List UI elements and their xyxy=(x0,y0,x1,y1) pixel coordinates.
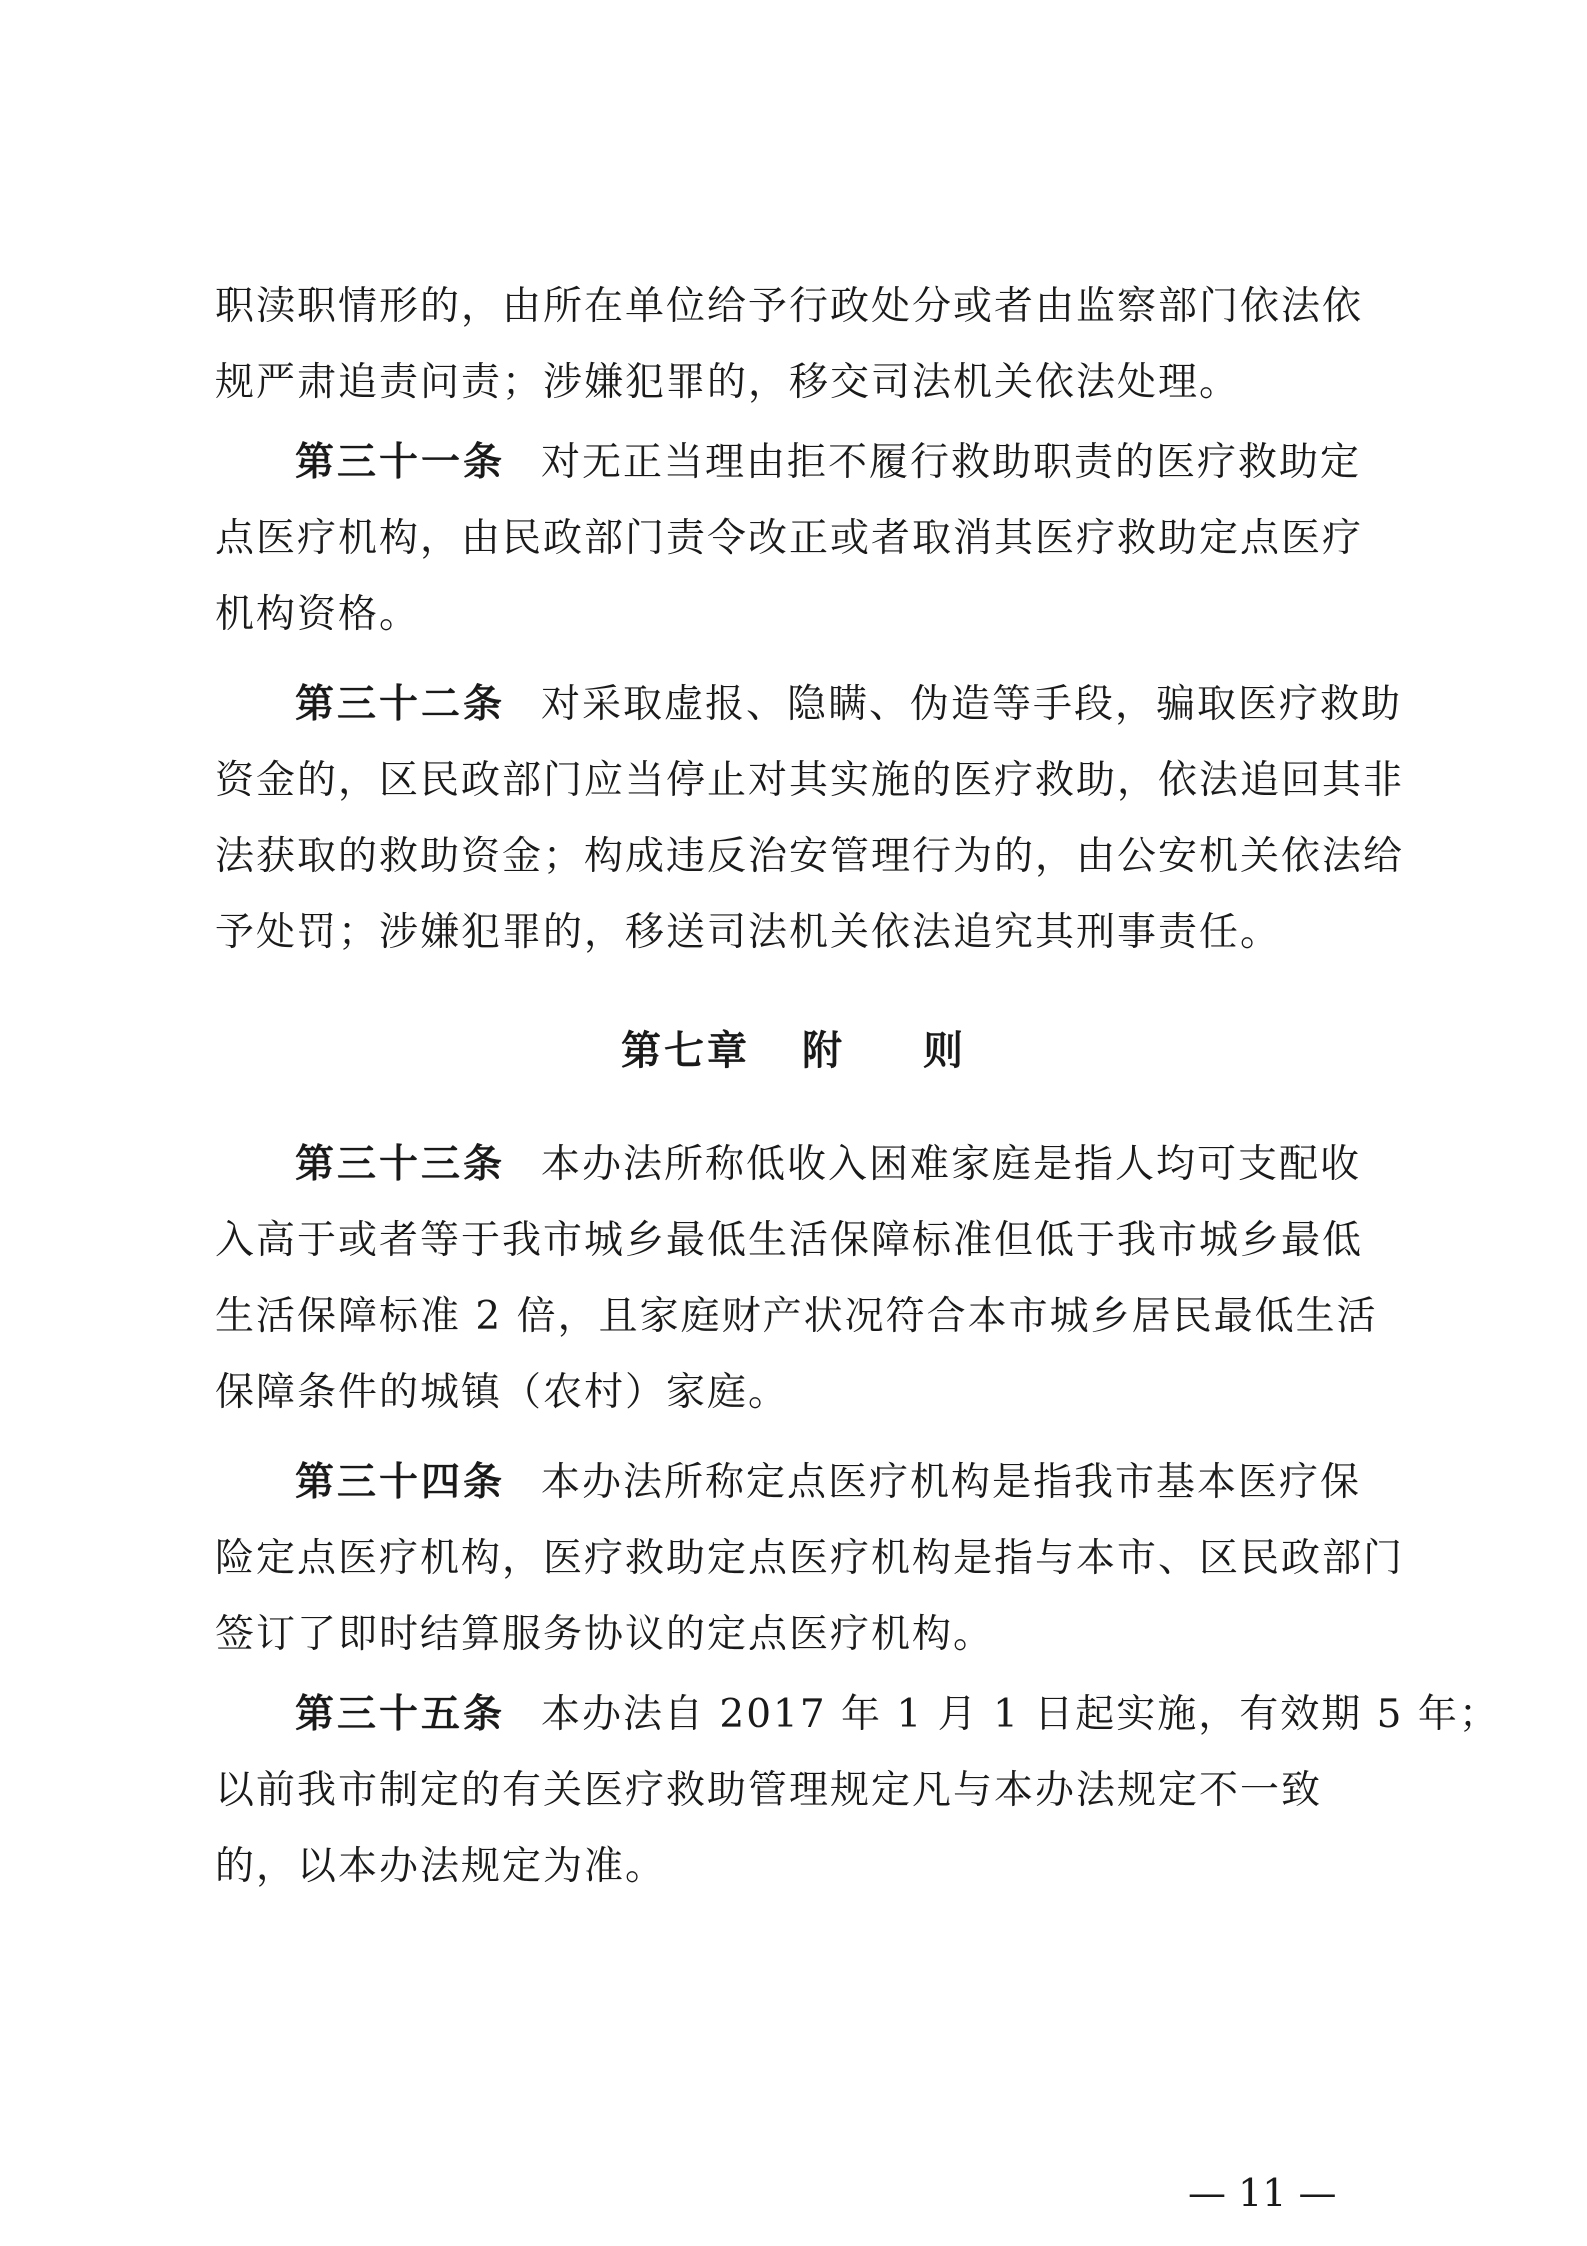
article-33-first-line xyxy=(215,1140,1395,1190)
article-33-text: 本办法所称低收入困难家庭是指人均可支配收 xyxy=(541,1142,1362,1187)
article-31-text: 对无正当理由拒不履行救助职责的医疗救助定 xyxy=(541,440,1362,485)
article-35-text: 本办法自 2017 年 1 月 1 日起实施，有效期 5 年； xyxy=(541,1692,1500,1737)
article-34-heading: 第三十四条 xyxy=(295,1460,506,1505)
text-line: 的，以本办法规定为准。 xyxy=(215,1844,667,1889)
chapter-number: 第七章 xyxy=(621,1028,750,1074)
text-line: 签订了即时结算服务协议的定点医疗机构。 xyxy=(215,1612,995,1657)
text-line: 点医疗机构，由民政部门责令改正或者取消其医疗救助定点医疗 xyxy=(215,516,1364,561)
article-31-heading: 第三十一条 xyxy=(295,440,506,485)
article-35-heading: 第三十五条 xyxy=(295,1692,506,1737)
text-line: 职渎职情形的，由所在单位给予行政处分或者由监察部门依法依 xyxy=(215,284,1364,329)
text-line: 以前我市制定的有关医疗救助管理规定凡与本办法规定不一致 xyxy=(215,1768,1323,1813)
text-line: 规严肃追责问责；涉嫌犯罪的，移交司法机关依法处理。 xyxy=(215,360,1241,405)
text-line: 机构资格。 xyxy=(215,592,421,637)
article-33-heading: 第三十三条 xyxy=(295,1142,506,1187)
article-32-text: 对采取虚报、隐瞒、伪造等手段，骗取医疗救助 xyxy=(541,682,1403,727)
text-line: 予处罚；涉嫌犯罪的，移送司法机关依法追究其刑事责任。 xyxy=(215,910,1282,955)
article-31-first-line xyxy=(215,438,1395,488)
text-line: 法获取的救助资金；构成违反治安管理行为的，由公安机关依法给 xyxy=(215,834,1405,879)
text-line: 保障条件的城镇（农村）家庭。 xyxy=(215,1370,790,1415)
text-line: 资金的，区民政部门应当停止对其实施的医疗救助，依法追回其非 xyxy=(215,758,1405,803)
article-32-heading: 第三十二条 xyxy=(295,682,506,727)
chapter-title-part2: 则 xyxy=(923,1028,966,1074)
text-line: 险定点医疗机构，医疗救助定点医疗机构是指与本市、区民政部门 xyxy=(215,1536,1405,1581)
article-32-first-line xyxy=(215,680,1403,730)
article-35-first-line xyxy=(215,1690,1500,1740)
text-line: 入高于或者等于我市城乡最低生活保障标准但低于我市城乡最低 xyxy=(215,1218,1364,1263)
text-line: 生活保障标准 2 倍，且家庭财产状况符合本市城乡居民最低生活 xyxy=(215,1294,1378,1339)
article-34-text: 本办法所称定点医疗机构是指我市基本医疗保 xyxy=(541,1460,1362,1505)
chapter-heading xyxy=(0,1026,1587,1076)
page-number: — 11 — xyxy=(1188,2171,1337,2215)
chapter-title-part1: 附 xyxy=(802,1028,845,1074)
article-34-first-line xyxy=(215,1458,1395,1508)
